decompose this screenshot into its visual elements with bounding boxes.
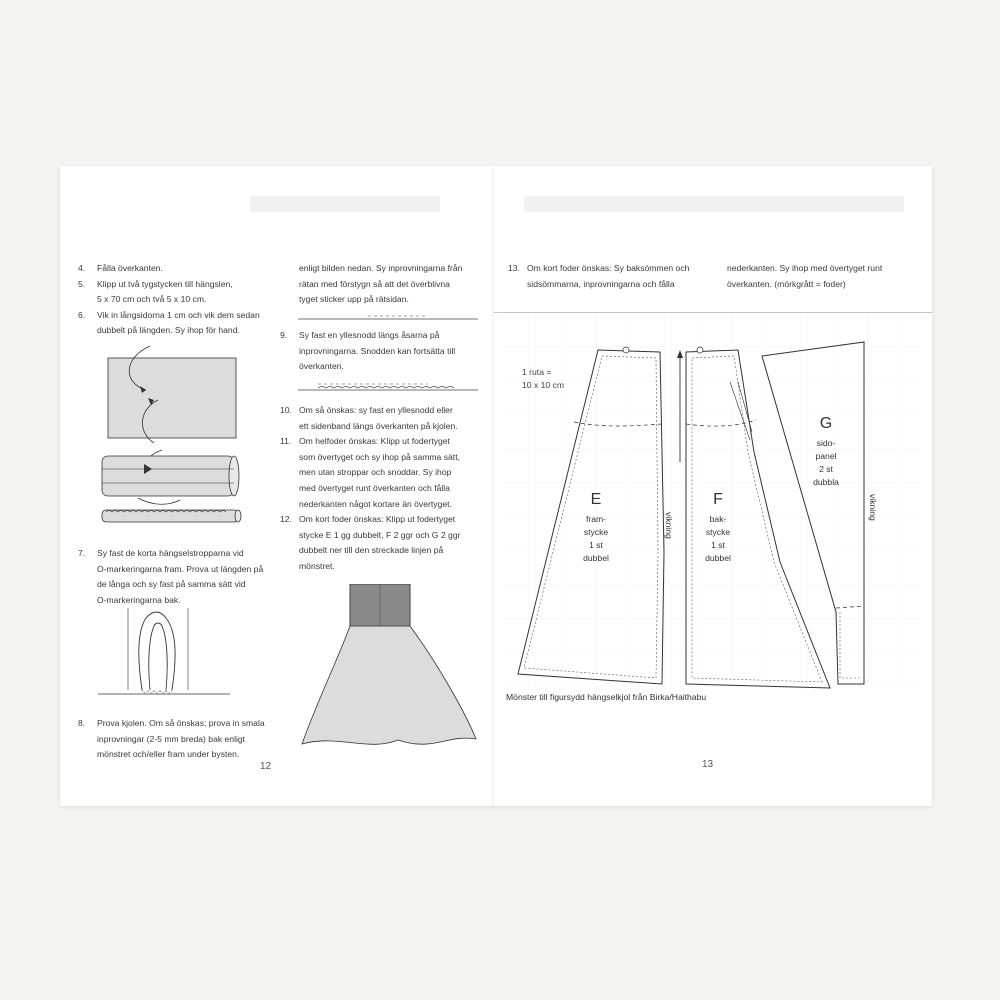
piece-e-line2: stycke [583,527,609,537]
piece-g-letter: G [819,415,833,432]
strap-loop-illustration [98,608,238,700]
scale-label-line1: 1 ruta = [522,367,552,377]
right-page [494,166,932,806]
step-7: 7. Sy fast de korta hängselstropparna vid O-markeringarna fram. Prova ut längden på de långa och sy fast på samma sätt vid O-markeringarna bak. [78,548,264,605]
piece-f-line2: stycke [705,527,731,537]
pattern-caption: Mönster till figursydd hängselkjol från Birka/Haithabu [506,692,707,702]
left-column-lower [78,546,268,608]
piece-g-line1: sido- [816,438,836,448]
page-number-right: 13 [702,759,714,770]
step-13: 13. Om kort foder önskas: Sy baksömmen och sidsömmarna, inprovningarna och fålla [508,263,690,289]
scale-label-line2: 10 x 10 cm [522,380,565,390]
fold-label-e: vikning [664,512,674,539]
step-9-block [280,328,480,375]
skirt-illustration [298,584,478,752]
piece-e-letter: E [590,491,602,508]
piece-e-line3: 1 st [589,540,603,550]
step-9: 9. Sy fast en yllesnodd längs åsarna på inprovningarna. Snodden kan fortsätta till överkanten. [280,330,456,372]
left-column [78,261,268,339]
step-6: 6. Vik in långsidorna 1 cm och vik dem sedan dubbelt på längden. Sy ihop för hand. [78,309,260,336]
step-11: 11. Om helfoder önskas: Klipp ut fodertyget som övertyget och sy ihop på samma sätt, men utan stroppar och snoddar. Sy ihop med övertyget runt överkanten och fålla nederkanten något kortare än övertyget. [280,436,460,509]
piece-f-line4: dubbel [705,553,731,563]
piece-g-line2: panel [815,451,837,461]
piece-f-line1: bak- [709,514,727,524]
step-5: 5. Klipp ut två tygstycken till hängslen, 5 x 70 cm och två 5 x 10 cm. [78,278,233,305]
step-4: 4. Fålla överkanten. [78,263,163,273]
steps-10-12-block [280,403,480,575]
step-10: 10. Om så önskas: sy fast en yllesnodd eller ett sidenband längs överkanten på kjolen. [280,405,458,431]
tuck-line-illustration [298,312,478,324]
strap-folding-illustration [98,338,258,538]
page-number-left: 12 [260,761,272,772]
right-column [280,261,480,308]
piece-g-line4: dubbla [813,477,839,487]
step-13-continued: nederkanten. Sy ihop med övertyget runt överkanten. (mörkgrått = foder) [727,263,883,289]
left-page [60,166,494,806]
left-column-bottom [78,716,308,763]
step-12: 12. Om kort foder önskas: Klipp ut fodertyget stycke E 1 gg dubbelt, F 2 ggr och G 2 ggr dubbelt ner till den streckade linjen på mönstret. [280,514,461,571]
step-8: 8. Prova kjolen. Om så önskas; prova in smala inprovningar (2-5 mm breda) bak enligt mönstret och/eller fram under bysten. [78,718,265,760]
step-8-continued: enligt bilden nedan. Sy inprovningarna från rätan med förstygn så att det överblivna tyget sticker upp på rätsidan. [299,263,463,305]
piece-e-line1: fram- [585,514,607,524]
cord-line-illustration [298,378,478,394]
bleed-through-heading [250,196,440,212]
piece-e-line4: dubbel [583,553,609,563]
bleed-through-heading [524,196,904,212]
step-13-block [508,261,708,292]
pattern-diagram [494,312,932,712]
fold-label-g: vikning [868,494,878,521]
piece-f-line3: 1 st [711,540,725,550]
piece-g-line3: 2 st [819,464,833,474]
piece-f-letter: F [713,491,723,508]
